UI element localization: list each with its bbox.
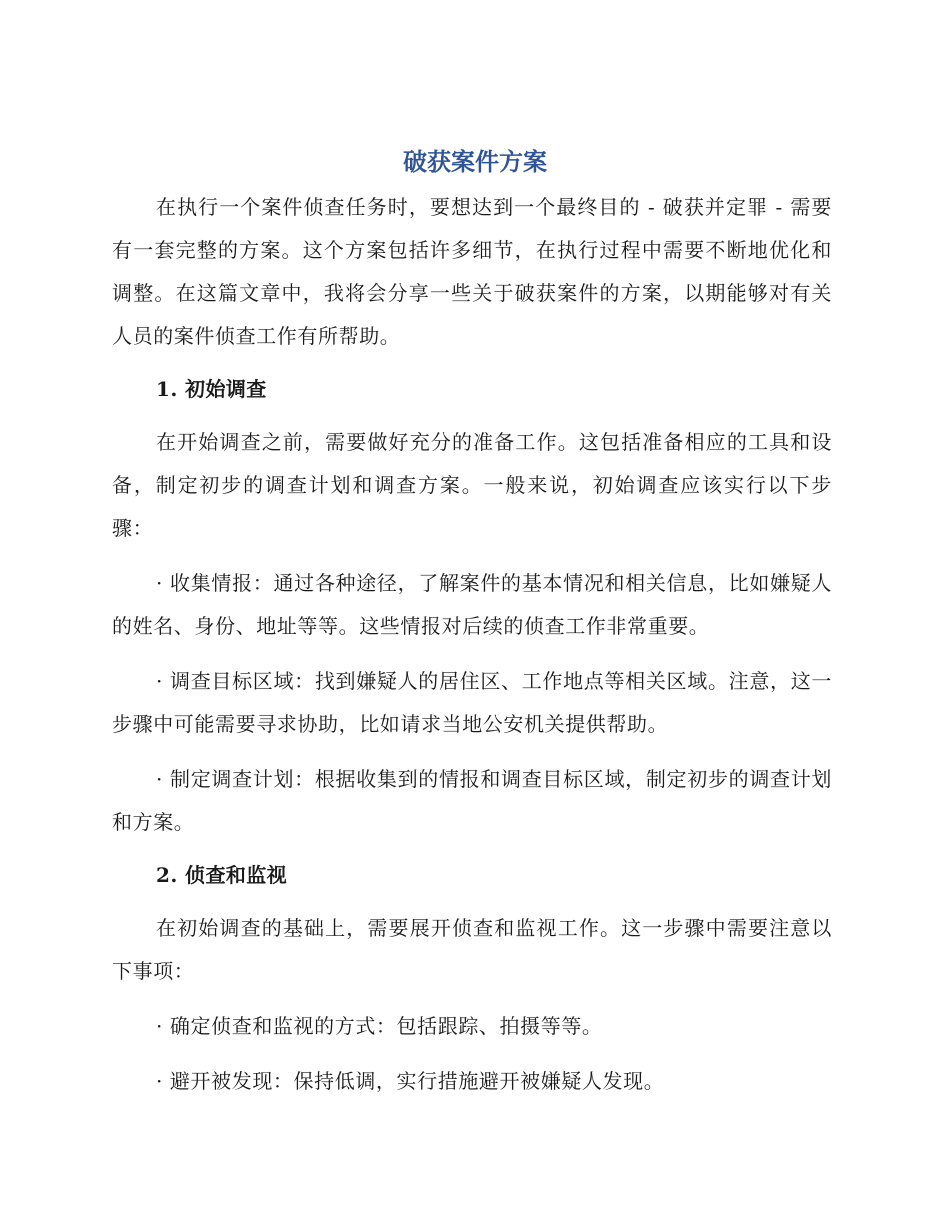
list-item: · 调查目标区域：找到嫌疑人的居住区、工作地点等相关区域。注意，这一步骤中可能需要寻求协助，比如请求当地公安机关提供帮助。 xyxy=(112,669,832,736)
section-heading-surveillance: 2. 侦查和监视 xyxy=(156,863,288,887)
list-item: · 收集情报：通过各种途径，了解案件的基本情况和相关信息，比如嫌疑人的姓名、身份、地址等等。这些情报对后续的侦查工作非常重要。 xyxy=(112,571,832,638)
section-heading-initial-investigation: 1. 初始调查 xyxy=(156,377,267,401)
document-body xyxy=(112,186,832,1103)
section-paragraph: 在开始调查之前，需要做好充分的准备工作。这包括准备相应的工具和设备，制定初步的调查计划和调查方案。一般来说，初始调查应该实行以下步骤： xyxy=(112,430,832,540)
list-item: · 确定侦查和监视的方式：包括跟踪、拍摄等等。 xyxy=(156,1014,603,1038)
intro-paragraph: 在执行一个案件侦查任务时，要想达到一个最终目的 - 破获并定罪 - 需要有一套完整的方案。这个方案包括许多细节，在执行过程中需要不断地优化和调整。在这篇文章中，我将会分享一些关于破获案件的方案，以期能够对有关人员的案件侦查工作有所帮助。 xyxy=(112,195,832,348)
section-paragraph: 在初始调查的基础上，需要展开侦查和监视工作。这一步骤中需要注意以下事项： xyxy=(112,916,832,983)
list-item: · 避开被发现：保持低调，实行措施避开被嫌疑人发现。 xyxy=(156,1069,665,1093)
list-item: · 制定调查计划：根据收集到的情报和调查目标区域，制定初步的调查计划和方案。 xyxy=(112,767,832,834)
document-title: 破获案件方案 xyxy=(403,148,547,176)
